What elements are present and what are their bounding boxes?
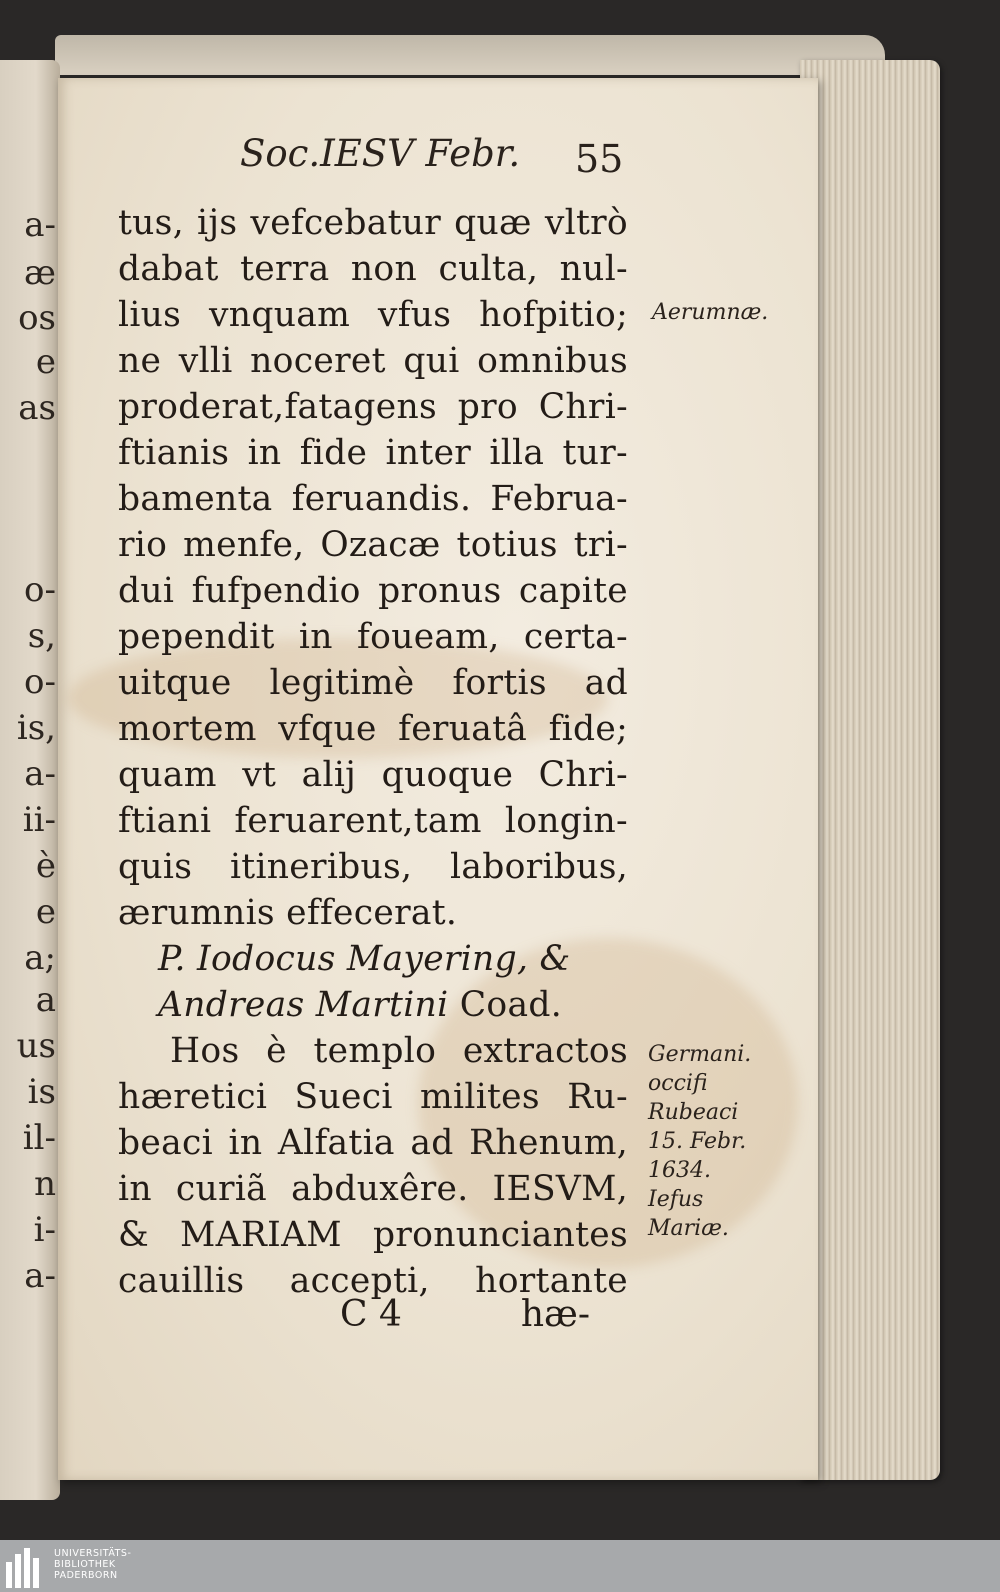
left-fragment: è: [35, 846, 56, 886]
text-line: quam vt alij quoque Chri-: [118, 755, 628, 795]
section-heading-2: [118, 982, 628, 1028]
left-fragment: a-: [24, 754, 56, 794]
library-logo-text: [54, 1548, 131, 1581]
left-fragment: s,: [27, 616, 56, 656]
text-line: beaci in Alfatia ad Rhenum,: [118, 1123, 628, 1163]
page-number: 55: [575, 137, 624, 181]
left-fragment: æ: [24, 253, 56, 293]
left-fragment: i-: [33, 1210, 56, 1250]
left-fragment: o-: [24, 570, 56, 610]
left-fragment: il-: [22, 1118, 56, 1158]
running-head: Soc.IESV Febr.: [240, 132, 521, 175]
signature-line: [340, 1294, 590, 1335]
margin-note-line: occifi: [648, 1071, 708, 1096]
left-fragment: n: [34, 1164, 56, 1204]
section-heading: P. Iodocus Mayering, &: [158, 939, 571, 979]
text-line: quis itineribus, laboribus,: [118, 847, 628, 887]
left-fragment: e: [35, 342, 56, 382]
left-fragment: e: [35, 892, 56, 932]
text-line: ne vlli noceret qui omnibus: [118, 341, 628, 381]
left-fragment: us: [16, 1026, 56, 1066]
text-line: ftianis in fide inter illa tur-: [118, 433, 628, 473]
text-line: in curiã abduxêre. IESVM,: [118, 1169, 628, 1209]
text-line: mortem vfque feruatâ fide;: [118, 709, 628, 749]
logo-line: BIBLIOTHEK: [54, 1559, 116, 1570]
margin-note-line: Rubeaci: [648, 1100, 739, 1125]
margin-note-line: Mariæ.: [648, 1216, 729, 1241]
body-text: [118, 200, 628, 1304]
margin-note-line: 15. Febr.: [648, 1129, 747, 1154]
text-line: ftiani feruarent,tam longin-: [118, 801, 628, 841]
text-line: cauillis accepti, hortante: [118, 1261, 628, 1301]
text-line: rio menfe, Ozacæ totius tri-: [118, 525, 628, 565]
left-fragment: a: [35, 980, 56, 1020]
text-line: tus, ijs vefcebatur quæ vltrò: [118, 203, 628, 243]
logo-line: UNIVERSITÄTS-: [54, 1548, 132, 1559]
text-line: ærumnis effecerat.: [118, 893, 458, 933]
margin-note-line: 1634.: [648, 1158, 711, 1183]
text-line: Hos è templo extractos: [170, 1031, 628, 1071]
catchword: hæ-: [520, 1294, 590, 1335]
text-line: proderat,fatagens pro Chri-: [118, 387, 628, 427]
library-footer: [0, 1540, 1000, 1592]
margin-note-aerumnae: Aerumnæ.: [652, 300, 769, 325]
text-line: bamenta feruandis. Februa-: [118, 479, 628, 519]
text-line: dabat terra non culta, nul-: [118, 249, 628, 289]
signature-mark: C 4: [340, 1294, 402, 1335]
left-page-edge: [0, 60, 60, 1500]
left-fragment: is: [27, 1072, 56, 1112]
library-logo-icon: [6, 1548, 44, 1588]
margin-note-line: Iefus: [648, 1187, 704, 1212]
left-fragment: a;: [24, 938, 56, 978]
heading-names: Andreas Martini: [158, 985, 449, 1025]
left-fragment: ii-: [22, 800, 56, 840]
text-line: pependit in foueam, certa-: [118, 617, 628, 657]
left-fragment: a-: [24, 205, 56, 245]
left-fragment: o-: [24, 662, 56, 702]
book-cover-edge: [55, 35, 885, 75]
text-line: uitque legitimè fortis ad: [118, 663, 628, 703]
text-line: hæretici Sueci milites Ru-: [118, 1077, 628, 1117]
margin-note-line: Germani.: [648, 1042, 752, 1067]
left-fragment: is,: [16, 708, 56, 748]
left-fragment: os: [18, 298, 56, 338]
margin-note-block: [648, 1040, 751, 1243]
page-edges: [800, 60, 940, 1480]
left-fragment: a-: [24, 1256, 56, 1296]
logo-line: PADERBORN: [54, 1570, 118, 1581]
text-line: & MARIAM pronunciantes: [118, 1215, 628, 1255]
heading-role: Coad.: [459, 985, 562, 1025]
left-fragment: as: [18, 388, 56, 428]
text-line: lius vnquam vfus hofpitio;: [118, 295, 628, 335]
text-line: dui fufpendio pronus capite: [118, 571, 628, 611]
